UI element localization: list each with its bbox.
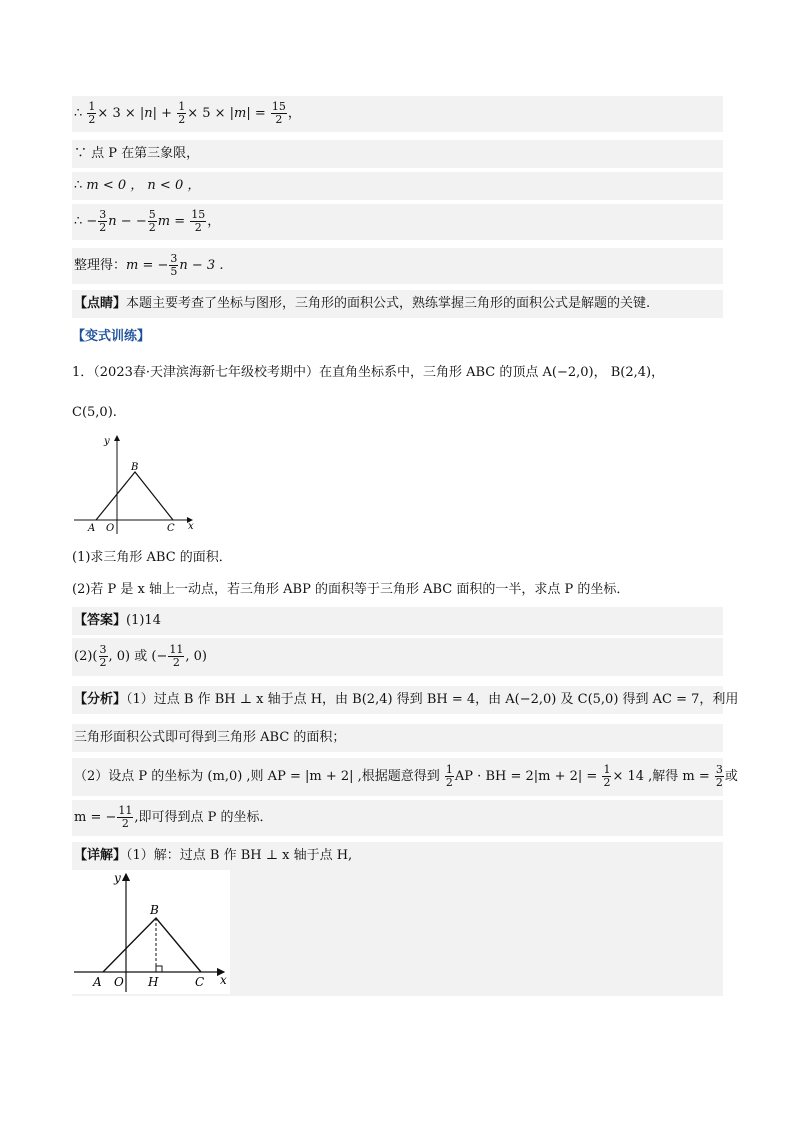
prev-line-3: ∴ m < 0 ， n < 0 ， xyxy=(72,172,723,200)
analysis-line-1: 【分析】（1）过点 B 作 BH ⊥ x 轴于点 H，由 B(2,4) 得到 BH = 4，由 A(−2,0) 及 C(5,0) 得到 AC = 7，利用 xyxy=(72,686,723,714)
x-label: x xyxy=(220,973,227,987)
figure-2 xyxy=(72,870,230,994)
question-line-2: C(5,0). xyxy=(72,405,117,420)
triangle-abc xyxy=(103,918,201,972)
answer-line-1: 【答案】(1)14 xyxy=(72,607,723,635)
prev-line-2: ∵ 点 P 在第三象限， xyxy=(72,140,723,168)
label-o: O xyxy=(106,523,115,534)
analysis-line-3: （2）设点 P 的坐标为 (m,0) ,则 AP = |m + 2| ,根据题意得到 $\frac{1}{2}$ AP · BH = 2|m + 2| = $\frac{1}{2}$ × 14 ,解得 m = $\frac{3}{2}$ 或 xyxy=(72,758,723,796)
y-label: y xyxy=(104,436,110,447)
label-h: H xyxy=(148,975,159,989)
prev-line-5: 整理得：m = − $\frac{3}{5}$ n − 3 . xyxy=(72,248,723,284)
label-c: C xyxy=(195,975,205,989)
analysis-line-4: m = − $\frac{11}{2}$ ,即可得到点 P 的坐标． xyxy=(72,800,723,836)
because-symbol: ∵ xyxy=(74,146,88,161)
therefore-symbol: ∴ xyxy=(74,106,83,121)
right-angle-mark xyxy=(156,966,162,972)
label-a: A xyxy=(93,975,102,989)
prev-line-4: ∴ − $\frac{3}{2}$ n − − $\frac{5}{2}$ m = $\frac{15}{2}$ ， xyxy=(72,204,723,240)
label-b: B xyxy=(150,903,159,917)
figure-1 xyxy=(72,432,198,536)
part-1: (1)求三角形 ABC 的面积． xyxy=(72,550,232,565)
analysis-line-2: 三角形面积公式即可得到三角形 ABC 的面积； xyxy=(72,724,723,752)
label-c: C xyxy=(167,523,175,534)
note-line: 【点睛】本题主要考查了坐标与图形，三角形的面积公式，熟练掌握三角形的面积公式是解题的关键. xyxy=(72,290,723,318)
part-2: (2)若 P 是 x 轴上一动点，若三角形 ABP 的面积等于三角形 ABC 面积的一半，求点 P 的坐标． xyxy=(72,582,630,597)
question-line-1: 1．（2023春·天津滨海新七年级校考期中）在直角坐标系中，三角形 ABC 的顶点 A(−2,0)， B(2,4)， xyxy=(72,365,665,380)
x-label: x xyxy=(188,521,194,532)
label-o: O xyxy=(114,975,124,989)
y-label: y xyxy=(114,871,121,885)
answer-line-2: (2)( $\frac{3}{2}$ , 0) 或 (− $\frac{11}{2}$ , 0) xyxy=(72,638,723,676)
prev-line-1: ∴ $\frac{1}{2}$ × 3 × |n| + $\frac{1}{2}$ × 5 × |m| = $\frac{15}{2}$ ， xyxy=(72,96,723,132)
section-title: 【变式训练】 xyxy=(72,329,151,344)
label-a: A xyxy=(88,523,96,534)
detail-line: 【详解】（1）解：过点 B 作 BH ⊥ x 轴于点 H, xyxy=(72,842,723,870)
triangle-abc xyxy=(96,472,173,520)
label-b: B xyxy=(131,462,139,473)
